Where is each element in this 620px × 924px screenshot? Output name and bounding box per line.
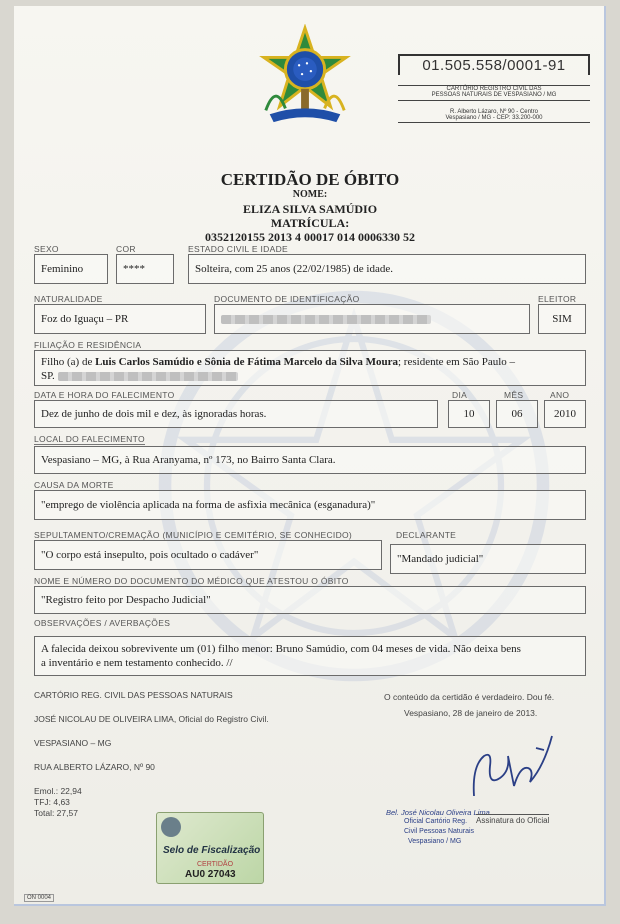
declarante-field: "Mandado judicial" xyxy=(390,544,586,574)
watermark-coat-of-arms xyxy=(144,276,564,696)
deceased-name: ELIZA SILVA SAMÚDIO xyxy=(242,202,378,216)
filiacao-field xyxy=(34,350,586,386)
nome-label: NOME: xyxy=(292,189,328,200)
filiacao-suffix: ; residente em São Paulo – xyxy=(398,356,516,368)
sexo-field: Feminino xyxy=(34,254,108,284)
local-label: LOCAL DO FALECIMENTO xyxy=(34,434,145,444)
cartorio-address-line1: R. Alberto Lázaro, Nº 90 - Centro xyxy=(450,109,538,115)
document-title: CERTIDÃO DE ÓBITO xyxy=(220,170,400,189)
filiacao-label: FILIAÇÃO E RESIDÊNCIA xyxy=(34,340,142,350)
naturalidade-label: NATURALIDADE xyxy=(34,294,103,304)
documento-label: DOCUMENTO DE IDENTIFICAÇÃO xyxy=(214,294,360,304)
matricula-number: 0352120155 2013 4 00017 014 0006330 52 xyxy=(205,230,415,244)
filiacao-names: Luis Carlos Samúdio e Sônia de Fátima Marcelo da Silva Moura xyxy=(95,356,398,368)
signature-scribble xyxy=(444,726,574,806)
ano-label: ANO xyxy=(550,390,570,400)
causa-field: "emprego de violência aplicada na forma de asfixia mecânica (esganadura)" xyxy=(34,490,586,520)
filiacao-line2 xyxy=(41,369,579,383)
sepultamento-field: "O corpo está insepulto, pois ocultado o cadáver" xyxy=(34,540,382,570)
seal-title: Selo de Fiscalização xyxy=(163,845,261,856)
mes-field: 06 xyxy=(496,400,538,428)
footer-tfj: TFJ: 4,63 xyxy=(34,797,70,807)
observacoes-field xyxy=(34,636,586,676)
observacoes-line1: A falecida deixou sobrevivente um (01) filho menor: Bruno Samúdio, com 04 meses de vida. Não deixa bens xyxy=(41,643,521,655)
footer-oficial: JOSÉ NICOLAU DE OLIVEIRA LIMA, Oficial do Registro Civil. xyxy=(34,714,269,724)
footer-cartorio: CARTÓRIO REG. CIVIL DAS PESSOAS NATURAIS xyxy=(34,690,233,700)
estado-civil-field: Solteira, com 25 anos (22/02/1985) de idade. xyxy=(188,254,586,284)
redacted-document xyxy=(221,315,431,324)
signature-line1: Bel. José Nicolau Oliveira Lima xyxy=(386,808,490,817)
filiacao-prefix: Filho (a) de xyxy=(41,356,96,368)
footer-emol: Emol.: 22,94 xyxy=(34,786,82,796)
signature-oficial-label: Assinatura do Oficial xyxy=(476,816,550,825)
observacoes-label: OBSERVAÇÕES / AVERBAÇÕES xyxy=(34,618,171,628)
declarante-label: DECLARANTE xyxy=(396,530,457,540)
data-hora-field: Dez de junho de dois mil e dez, às ignoradas horas. xyxy=(34,400,438,428)
data-hora-label: DATA E HORA DO FALECIMENTO xyxy=(34,390,175,400)
local-field: Vespasiano – MG, à Rua Aranyama, nº 173, no Bairro Santa Clara. xyxy=(34,446,586,474)
eleitor-field: SIM xyxy=(538,304,586,334)
dia-label: DIA xyxy=(452,390,468,400)
observacoes-line2: a inventário e nem testamento conhecido. // xyxy=(41,657,233,669)
sepultamento-label: SEPULTAMENTO/CREMAÇÃO (MUNICÍPIO E CEMITÉRIO, SE CONHECIDO) xyxy=(34,530,353,540)
cor-label: COR xyxy=(116,244,136,254)
cartorio-address-line2: Vespasiano / MG - CEP: 33.200-000 xyxy=(398,115,590,123)
signature-line2: Oficial Cartório Reg. xyxy=(404,818,468,825)
footer-verdade: O conteúdo da certidão é verdadeiro. Dou fé. xyxy=(384,692,555,702)
sexo-label: SEXO xyxy=(34,244,59,254)
small-form-code: ON 0004 xyxy=(24,894,54,902)
footer-total: Total: 27,57 xyxy=(34,808,78,818)
signature-line4: Vespasiano / MG xyxy=(408,838,462,845)
signature-line3: Civil Pessoas Naturais xyxy=(404,828,475,835)
filiacao-sp: SP. xyxy=(41,370,55,382)
footer-data: Vespasiano, 28 de janeiro de 2013. xyxy=(404,708,538,718)
footer-cidade: VESPASIANO – MG xyxy=(34,738,112,748)
redacted-address xyxy=(58,372,238,381)
documento-field xyxy=(214,304,530,334)
mes-label: MÊS xyxy=(504,390,524,400)
certificate-page xyxy=(14,6,606,906)
medico-label: NOME E NÚMERO DO DOCUMENTO DO MÉDICO QUE ATESTOU O ÓBITO xyxy=(34,576,349,586)
ano-field: 2010 xyxy=(544,400,586,428)
medico-field: "Registro feito por Despacho Judicial" xyxy=(34,586,586,614)
eleitor-label: ELEITOR xyxy=(538,294,577,304)
estado-civil-label: ESTADO CIVIL E IDADE xyxy=(188,244,288,254)
seal-emblem-icon xyxy=(161,817,181,837)
cartorio-name-line1: CARTÓRIO REGISTRO CIVIL DAS xyxy=(398,85,590,92)
cnpj-number: 01.505.558/0001-91 xyxy=(398,54,590,75)
causa-label: CAUSA DA MORTE xyxy=(34,480,114,490)
footer-rua: RUA ALBERTO LÁZARO, Nº 90 xyxy=(34,762,155,772)
brazil-coat-of-arms-icon xyxy=(256,24,354,136)
fiscal-seal xyxy=(156,812,264,884)
cor-field: **** xyxy=(116,254,174,284)
cartorio-name-line2: PESSOAS NATURAIS DE VESPASIANO / MG xyxy=(398,92,590,101)
filiacao-line1 xyxy=(41,355,579,369)
dia-field: 10 xyxy=(448,400,490,428)
naturalidade-field: Foz do Iguaçu – PR xyxy=(34,304,206,334)
seal-certidao: CERTIDÃO xyxy=(197,861,234,868)
matricula-label: MATRÍCULA: xyxy=(270,216,350,230)
cartorio-stamp xyxy=(398,54,590,136)
seal-code: AU0 27043 xyxy=(185,869,236,880)
